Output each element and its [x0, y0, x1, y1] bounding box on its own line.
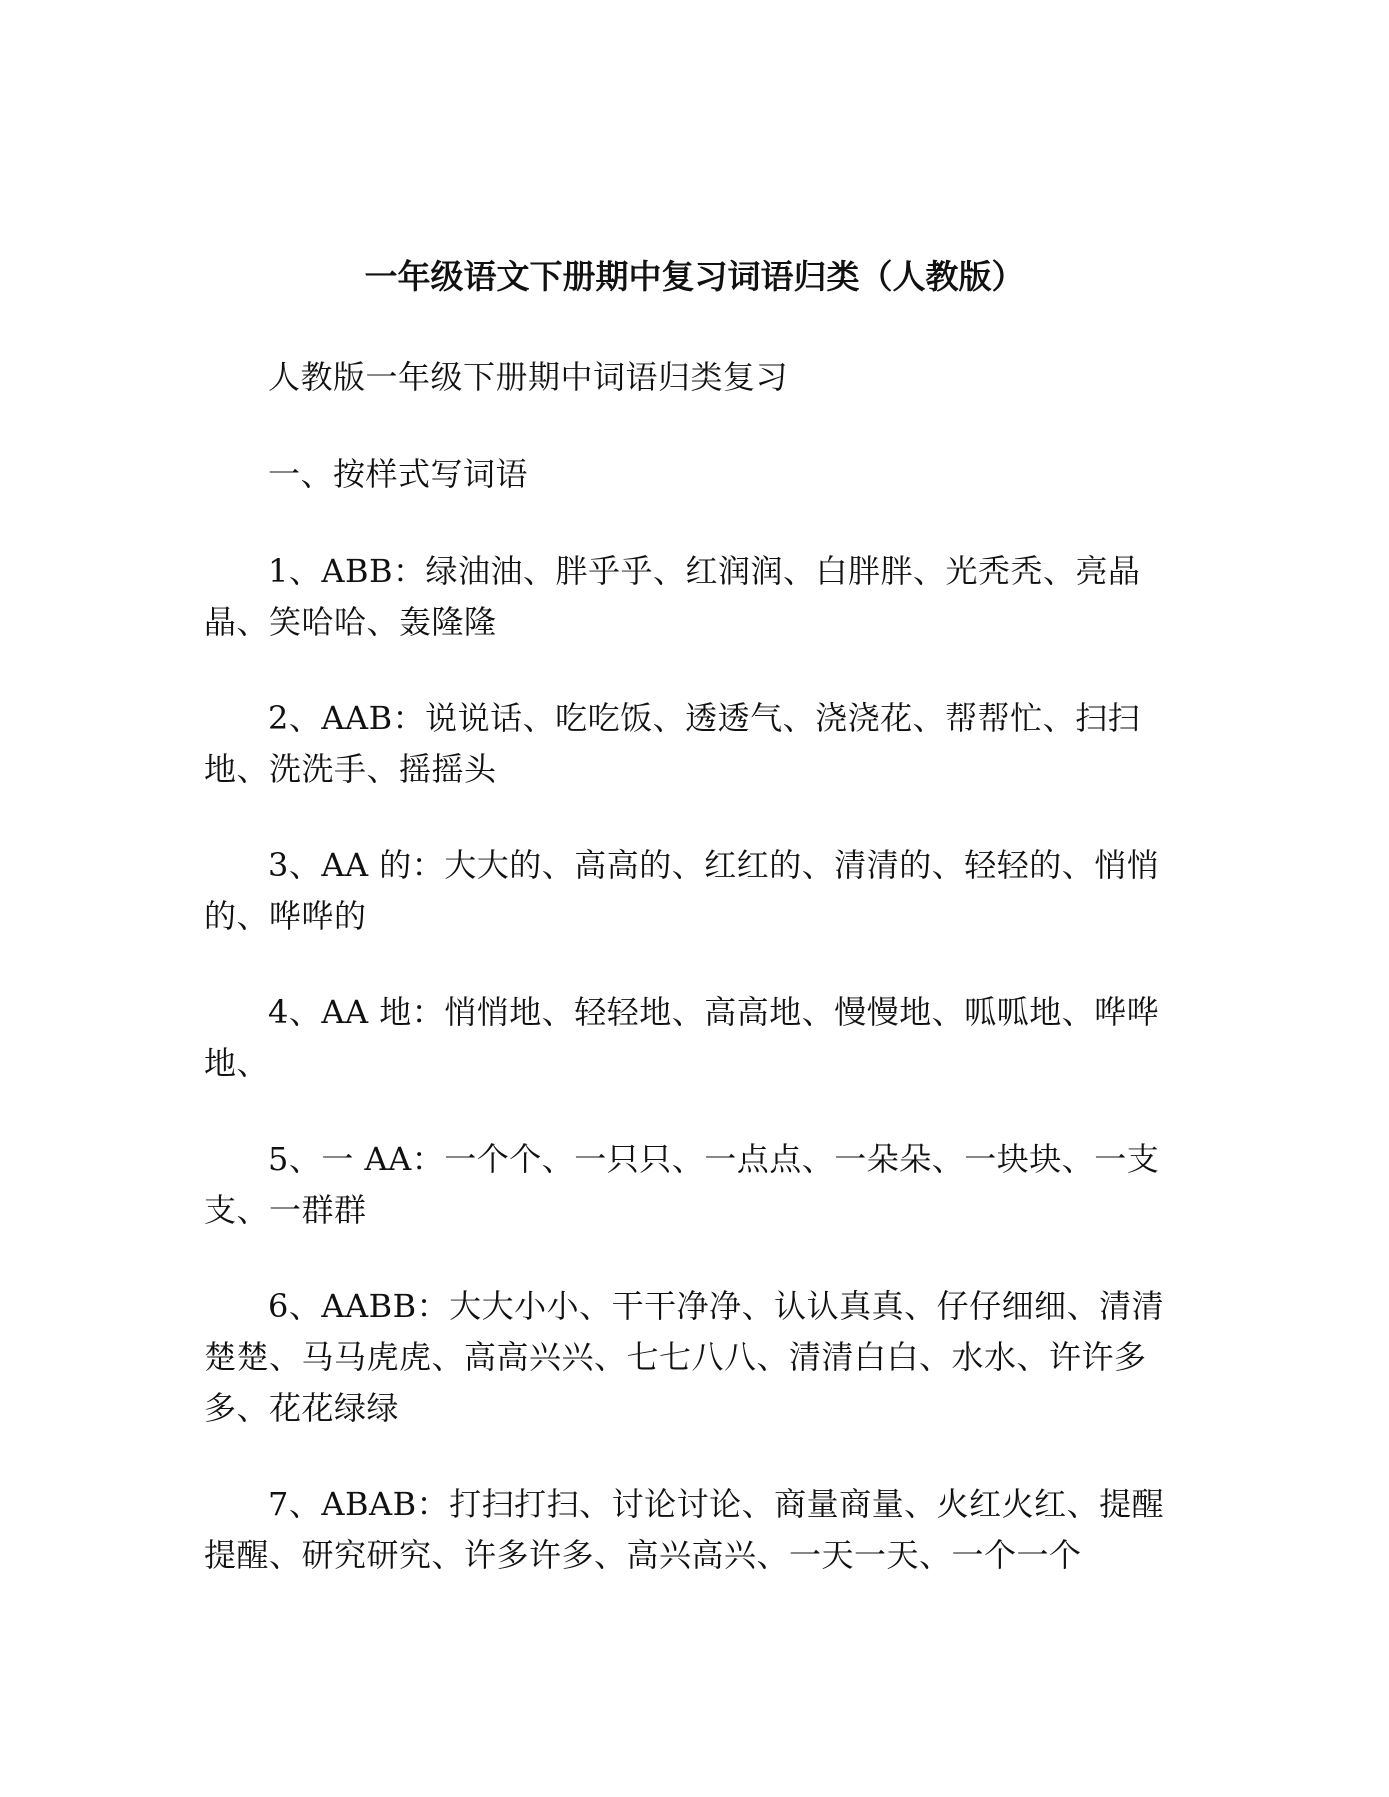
document-title: 一年级语文下册期中复习词语归类（人教版） [364, 257, 1025, 296]
list-item: 4、AA 地：悄悄地、轻轻地、高高地、慢慢地、呱呱地、哗哗地、 [204, 993, 1160, 1082]
list-item: 5、一 AA：一个个、一只只、一点点、一朵朵、一块块、一支支、一群群 [204, 1140, 1160, 1229]
list-item: 3、AA 的：大大的、高高的、红红的、清清的、轻轻的、悄悄的、哗哗的 [204, 846, 1160, 935]
intro-line: 人教版一年级下册期中词语归类复习 [268, 358, 789, 396]
section-heading: 一、按样式写词语 [268, 455, 529, 493]
list-item: 2、AAB：说说话、吃吃饭、透透气、浇浇花、帮帮忙、扫扫地、洗洗手、摇摇头 [204, 699, 1141, 788]
document-body [204, 352, 1186, 1626]
list-item: 7、ABAB：打扫打扫、讨论讨论、商量商量、火红火红、提醒提醒、研究研究、许多许多、高兴高兴、一天一天、一个一个 [204, 1485, 1165, 1574]
list-item: 6、AABB：大大小小、干干净净、认认真真、仔仔细细、清清楚楚、马马虎虎、高高兴兴、七七八八、清清白白、水水、许许多多、花花绿绿 [204, 1287, 1165, 1427]
list-item: 1、ABB：绿油油、胖乎乎、红润润、白胖胖、光秃秃、亮晶晶、笑哈哈、轰隆隆 [204, 552, 1141, 641]
